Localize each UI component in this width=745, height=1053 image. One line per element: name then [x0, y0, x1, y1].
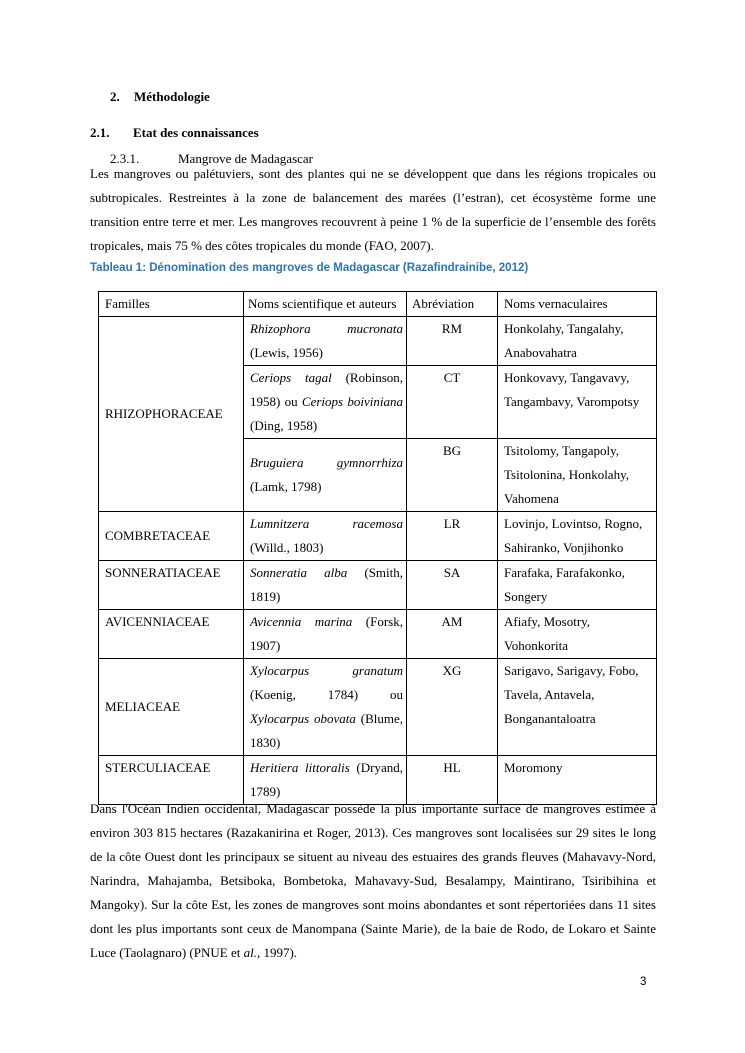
- species-name: Lumnitzera racemosa: [250, 516, 403, 531]
- heading-text: Etat des connaissances: [133, 125, 259, 140]
- table-caption: Tableau 1: Dénomination des mangroves de Madagascar (Razafindrainibe, 2012): [90, 262, 529, 274]
- abbreviation-cell: SA: [407, 561, 498, 610]
- species-name-alt: Xylocarpus obovata: [250, 711, 356, 726]
- table-header-row: [99, 292, 657, 317]
- family-cell: AVICENNIACEAE: [99, 610, 244, 659]
- header-familles: Familles: [99, 292, 244, 317]
- scientific-name-cell: [244, 439, 407, 512]
- scientific-name-cell: [244, 610, 407, 659]
- heading-number: 2.3.1.: [110, 151, 140, 166]
- abbreviation-cell: RM: [407, 317, 498, 366]
- table-row: [99, 659, 657, 756]
- author: (Ding, 1958): [250, 418, 318, 433]
- family-cell: STERCULIACEAE: [99, 756, 244, 805]
- family-cell: SONNERATIACEAE: [99, 561, 244, 610]
- scientific-name-cell: [244, 659, 407, 756]
- author: (Smith, 1819): [250, 565, 404, 604]
- species-name: Avicennia marina: [250, 614, 353, 629]
- family-cell: COMBRETACEAE: [99, 512, 244, 561]
- species-name: Xylocarpus granatum: [250, 663, 403, 678]
- page-number: 3: [640, 976, 647, 988]
- abbreviation-cell: LR: [407, 512, 498, 561]
- scientific-name-cell: [244, 317, 407, 366]
- vernacular-cell: Moromony: [498, 756, 657, 805]
- table-row: [99, 317, 657, 366]
- abbreviation-cell: BG: [407, 439, 498, 512]
- header-abreviation: Abréviation: [407, 292, 498, 317]
- author: (Willd., 1803): [250, 540, 324, 555]
- species-name: Bruguiera gymnorrhiza: [250, 455, 403, 470]
- vernacular-cell: Tsitolomy, Tangapoly, Tsitolonina, Honkolahy, Vahomena: [498, 439, 657, 512]
- heading-number: 2.: [110, 89, 120, 104]
- mangrove-table: [98, 291, 657, 805]
- heading-methodologie: [110, 89, 210, 105]
- species-name: Sonneratia alba: [250, 565, 348, 580]
- author: (Lamk, 1798): [250, 479, 322, 494]
- abbreviation-cell: AM: [407, 610, 498, 659]
- author-connector: (Koenig, 1784) ou: [250, 687, 403, 702]
- family-cell: RHIZOPHORACEAE: [99, 317, 244, 512]
- madagascar-paragraph: [90, 797, 656, 965]
- vernacular-cell: Lovinjo, Lovintso, Rogno, Sahiranko, Vonjihonko: [498, 512, 657, 561]
- heading-number: 2.1.: [90, 125, 110, 140]
- author-connector: (Robinson, 1958) ou: [250, 370, 403, 409]
- paragraph-text: Dans l'Océan Indien occidental, Madagascar possède la plus importante surface de mangroves estimée à environ 303 815 hectares (Razakanirina et Roger, 2013). Ces mangroves sont localisées sur 29 sites le long de la côte Ouest dont les principaux se situent au niveau des estuaires des grands fleuves (Mahavavy-Nord, Narindra, Mahajamba, Betsiboka, Bombetoka, Mahavavy-Sud, Besalampy, Maintirano, Tsiribihina et Mangoky). Sur la côte Est, les zones de mangroves sont moins abondantes et sont répertoriées dans 11 sites dont les plus importants sont ceux de Manompana (Sainte Marie), de la baie de Rodo, de Lokaro et Sainte Luce (Taolagnaro) (PNUE et: [90, 801, 656, 960]
- species-name: Heritiera littoralis: [250, 760, 350, 775]
- table-row: [99, 610, 657, 659]
- scientific-name-cell: [244, 366, 407, 439]
- vernacular-cell: Sarigavo, Sarigavy, Fobo, Tavela, Antavela, Bonganantaloatra: [498, 659, 657, 756]
- species-name-alt: Ceriops boiviniana: [301, 394, 403, 409]
- header-noms-vernaculaires: Noms vernaculaires: [498, 292, 657, 317]
- species-name: Ceriops tagal: [250, 370, 332, 385]
- vernacular-cell: Honkolahy, Tangalahy, Anabovahatra: [498, 317, 657, 366]
- author: (Dryand, 1789): [250, 760, 403, 799]
- abbreviation-cell: HL: [407, 756, 498, 805]
- author: (Blume, 1830): [250, 711, 403, 750]
- vernacular-cell: Farafaka, Farafakonko, Songery: [498, 561, 657, 610]
- species-name: Rhizophora mucronata: [250, 321, 403, 336]
- vernacular-cell: Afiafy, Mosotry, Vohonkorita: [498, 610, 657, 659]
- table-row: [99, 512, 657, 561]
- abbreviation-cell: CT: [407, 366, 498, 439]
- paragraph-italic: al.,: [243, 945, 261, 960]
- abbreviation-cell: XG: [407, 659, 498, 756]
- author: (Forsk, 1907): [250, 614, 403, 653]
- scientific-name-cell: [244, 561, 407, 610]
- heading-text: Mangrove de Madagascar: [178, 151, 313, 166]
- table-row: [99, 561, 657, 610]
- family-cell: MELIACEAE: [99, 659, 244, 756]
- author: (Lewis, 1956): [250, 345, 323, 360]
- header-noms-scientifique: Noms scientifique et auteurs: [244, 292, 407, 317]
- intro-paragraph: Les mangroves ou palétuviers, sont des plantes qui ne se développent que dans les régions tropicales ou subtropicales. Restreintes à la zone de balancement des marées (l’estran), cet écosystème forme une transition entre terre et mer. Les mangroves recouvrent à peine 1 % de la superficie de l’ensemble des forêts tropicales, mais 75 % des côtes tropicales du monde (FAO, 2007).: [90, 166, 656, 253]
- heading-etat-connaissances: [90, 125, 259, 141]
- vernacular-cell: Honkovavy, Tangavavy, Tangambavy, Varompotsy: [498, 366, 657, 439]
- scientific-name-cell: [244, 512, 407, 561]
- heading-text: Méthodologie: [134, 89, 210, 104]
- paragraph-end: 1997).: [260, 945, 298, 960]
